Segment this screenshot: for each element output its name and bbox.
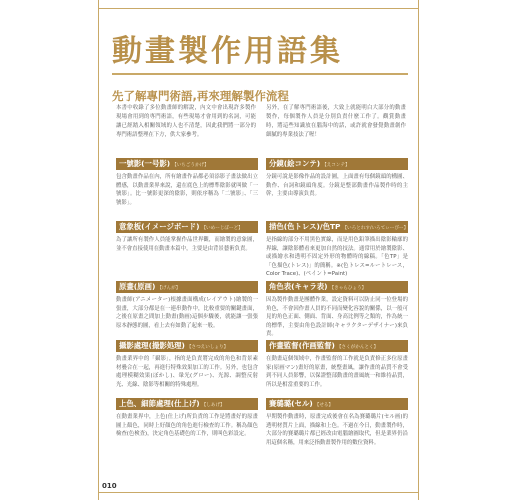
right-frame-line [418, 0, 419, 500]
term-title: 描色(色トレス)/色TP [269, 222, 341, 231]
term-title: 意象板(イメージボード) [119, 222, 200, 231]
title-rule [112, 73, 408, 75]
term-ruby: 【さつえいしょり】 [186, 345, 229, 350]
term-chara-hyou [266, 281, 408, 339]
term-heading [116, 281, 258, 293]
term-description: 分鏡可說是影像作品的設計圖，上面畫有每個鏡頭的構圖、動作、台詞和鏡頭角度。分鏡是整部動畫作品製作時的主幹，主要由導演負責。 [266, 174, 408, 198]
term-title: 原畫(原画) [119, 282, 156, 291]
term-title: 分鏡(絵コンテ) [269, 159, 321, 168]
page-number: 010 [102, 482, 117, 490]
term-ruby: 【いろとれす/いろてぃーぴー】 [342, 226, 408, 231]
term-title: 一號影(一号影) [119, 159, 171, 168]
term-description: 為了讓所有製作人員能掌握作品世界觀，而繪製的意象圖，並不會直接使用在動畫本篇中，主要是由背景藝術負責。 [116, 237, 258, 252]
term-iro-tores [266, 221, 408, 279]
term-description: 因為製作動畫是團體作業，設定資料可以防止同一位登場的角色，不會因作畫人員的不同而變化容貌的關係，以一般可見的角色正面、側面、背面、身高比例等之類的，作為統一的標準，主要由角色設計師(キャラクターデザイナー)來負責。 [266, 297, 408, 338]
term-image-board [116, 221, 258, 253]
term-heading [116, 398, 258, 410]
term-title: 角色表(キャラ表) [269, 282, 328, 291]
term-sakuga-kantoku [266, 340, 408, 389]
left-frame-line [98, 0, 99, 500]
intro-right: 另外，在了解專門術語後，大致上就能明白大部分的動畫製作，每個製作人員是分別負責什麼工作了。觀賞動畫時，將這些知識放在腦海中的話，或許就會發覺動畫創作細膩的專業技法了喔！ [266, 105, 406, 138]
term-title: 賽璐璐(セル) [269, 399, 313, 408]
term-ruby: 【げんが】 [157, 286, 181, 291]
top-frame-line [98, 8, 418, 9]
term-heading [266, 221, 408, 233]
term-satsuei-shori [116, 340, 258, 389]
term-description: 是指線的部分不用黑色實線，而是用色鉛筆描出陰影輪廓的界線，讓陰影體看來更加自然的技法。通常用於繪製陰影、或描繪水和透明不固定外形的物體時的線稿。「色TP」是「色描色(トレス)」的簡稱。※(色トレス=ルートレース，Color Trace)、(ペイント=Paint) [266, 237, 408, 278]
term-title: 上色、細節處理(仕上げ) [119, 399, 200, 408]
term-cel [266, 398, 408, 447]
term-description: 動畫師(アニメーター)根據畫面構成(レイアウト)繪製的一張畫，大部分都是在一連串動作中，比較重要的關鍵畫面，之後在原畫之間加上動畫(動画)這個步驟後，就能讓一張張原本靜態的圖，看上去有如動了起來一般。 [116, 297, 258, 329]
intro-left: 本書中收錄了多位動畫師的解說，內文中會出現許多製作現場會用到的專門術語，有些現場才會用到的名詞，可能讓已經踏入相關領域的人也不清楚，因此我們將一部分的專門術語整理在下方，供大家參考。 [116, 105, 256, 138]
term-ruby: 【いめーじぼーど】 [201, 226, 243, 231]
term-ichigoukage [116, 158, 258, 207]
term-heading [116, 340, 258, 352]
term-ruby: 【せる】 [314, 403, 334, 408]
term-ruby: 【しあげ】 [201, 403, 225, 408]
term-heading [266, 281, 408, 293]
term-heading [266, 158, 408, 170]
page-title: 動畫製作用語集 [112, 34, 343, 69]
term-title: 攝影處理(撮影処理) [119, 341, 185, 350]
page-subtitle: 先了解專門術語,再來理解製作流程 [112, 89, 289, 103]
term-heading [266, 398, 408, 410]
term-description: 在動畫業界中，上色(仕上げ)所負責的工作是將畫好的原畫圖上顏色，同時上好顏色的角色進行檢查的工作。稱為顏色檢查(色検査)，決定角色基礎色的工作，則叫色彩設定。 [116, 414, 258, 438]
term-heading [116, 158, 258, 170]
term-ruby: 【さくがかんとく】 [336, 345, 379, 350]
bottom-frame-line [98, 492, 418, 493]
term-heading [266, 340, 408, 352]
term-title: 作畫監督(作画監督) [269, 341, 335, 350]
term-ruby: 【いちごうかげ】 [172, 163, 209, 168]
term-ruby: 【えコンテ】 [322, 163, 350, 168]
term-genga [116, 281, 258, 330]
term-description: 早期製作動畫時，原畫完成後會在名為賽璐璐片(セル画)的透明材質片上面，描線和上色。不過在今日，動畫製作時，大部分的賽璐璐片都已經改由電腦繪圖取代，但是業界仍沿用這個名稱，用來泛指動畫製作用的數位資料。 [266, 414, 408, 446]
term-shiage [116, 398, 258, 439]
term-description: 包含動畫作品在內，所有繪畫作品都必須添影子畫法做出立體感，以動畫業界來說，還在底色上的標準陰影就叫做「一號影」。比一號影更深的陰影，則依序稱為「二號影」、「三號影」。 [116, 174, 258, 206]
term-description: 動畫業界中的「攝影」，指的是負責將完成的角色和背景素材疊合在一起，再進行特殊效果加工的工作。另外，也包含處理模糊效果(ぼかし)、暈光(グロー)、光源、調整反射光、光線、陰影等相關的特殊處理。 [116, 356, 258, 388]
term-description: 在動畫這個領域中，作畫監督的工作就是負責修正多位原畫家(原画マン)畫好的原畫，統整畫風，讓作畫的品質不會受到不同人員影響，以保證整部動畫的畫風統一和維持品質，所以是相當重要的工作。 [266, 356, 408, 388]
term-ekonte [266, 158, 408, 199]
term-ruby: 【きゃらひょう】 [329, 286, 367, 291]
term-heading [116, 221, 258, 233]
